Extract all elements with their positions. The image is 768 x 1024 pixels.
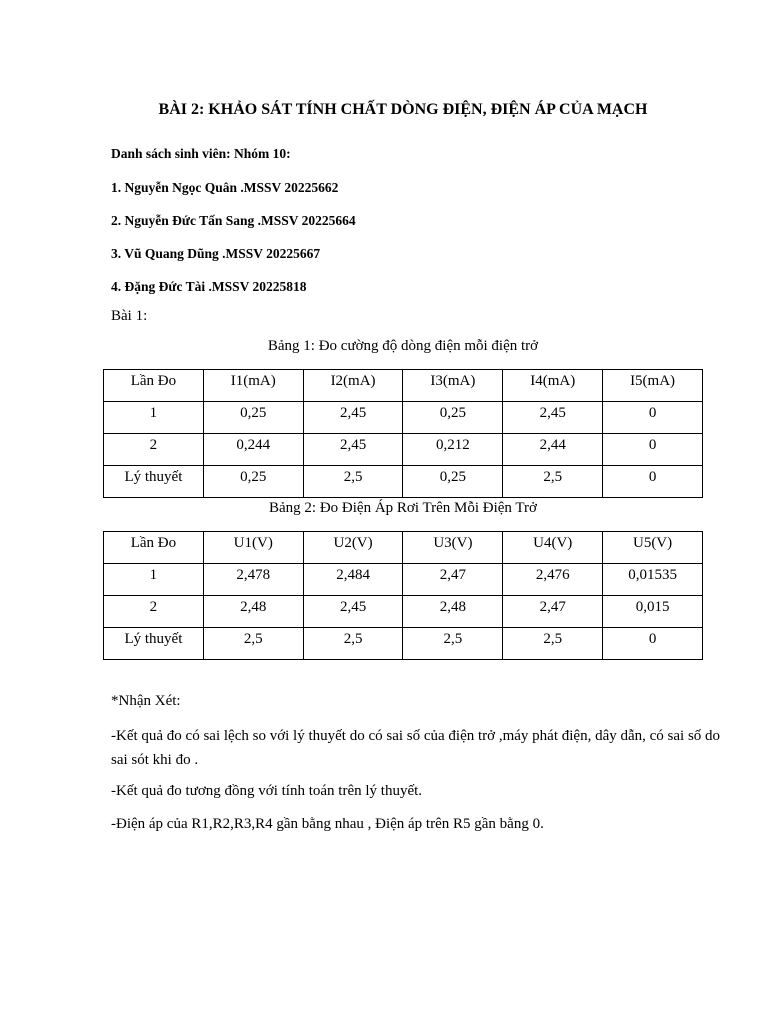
student-list-heading: Danh sách sinh viên: Nhóm 10: [111,146,291,161]
table-cell: 2,47 [403,564,503,596]
table-cell: 2,5 [503,466,603,498]
table-cell: 0 [603,628,703,660]
table-cell: 2 [104,596,204,628]
student-item-2: 2. Nguyễn Đức Tấn Sang .MSSV 20225664 [111,213,356,228]
header-cell: U2(V) [303,532,403,564]
table-cell: 0 [603,402,703,434]
remark-item-2: -Kết quả đo tương đồng với tính toán trên lý thuyết. [111,783,423,799]
header-cell: U5(V) [603,532,703,564]
table-header-row [104,532,703,564]
table-header-row [104,370,703,402]
header-cell: I4(mA) [503,370,603,402]
table-cell: 1 [104,402,204,434]
table2-caption: Bảng 2: Đo Điện Áp Rơi Trên Mỗi Điện Trở [269,500,537,516]
table-cell: 2,48 [203,596,303,628]
table-row [104,434,703,466]
table-cell: 0,25 [203,402,303,434]
table-cell: 2,476 [503,564,603,596]
header-cell: I5(mA) [603,370,703,402]
header-cell: U4(V) [503,532,603,564]
table-cell: 2,45 [303,596,403,628]
table-cell: Lý thuyết [104,466,204,498]
table-cell: 2,484 [303,564,403,596]
table-cell: 1 [104,564,204,596]
table-cell: 0,25 [403,402,503,434]
table-cell: 2,47 [503,596,603,628]
table-row [104,628,703,660]
section-heading: Bài 1: [111,308,148,324]
header-cell: I1(mA) [203,370,303,402]
table-cell: 0 [603,434,703,466]
page-title: BÀI 2: KHẢO SÁT TÍNH CHẤT DÒNG ĐIỆN, ĐIỆN ÁP CỦA MẠCH [158,101,648,118]
table-cell: 2,48 [403,596,503,628]
table-cell: 2,5 [303,466,403,498]
table-row [104,564,703,596]
table-cell: 2,44 [503,434,603,466]
table-cell: 2,45 [303,402,403,434]
table-cell: 2,5 [403,628,503,660]
remarks-heading: *Nhận Xét: [111,693,181,709]
table-current [103,369,703,498]
table-cell: 0,015 [603,596,703,628]
table-cell: 0,25 [203,466,303,498]
table-cell: 2,5 [303,628,403,660]
table-cell: 0,25 [403,466,503,498]
table-voltage [103,531,703,660]
table-cell: 0 [603,466,703,498]
header-cell: Lần Đo [104,370,204,402]
table-row [104,402,703,434]
table-row [104,596,703,628]
table-cell: 2,5 [203,628,303,660]
remark-item-1: -Kết quả đo có sai lệch so với lý thuyết do có sai số của điện trở ,máy phát điện, dây dẫn, có sai số do sai sót khi đo . [111,728,721,768]
table-cell: 0,01535 [603,564,703,596]
table-cell: 2,478 [203,564,303,596]
table-cell: 0,244 [203,434,303,466]
remark-item-3: -Điện áp của R1,R2,R3,R4 gần bằng nhau , Điện áp trên R5 gần bằng 0. [111,816,544,832]
table-cell: 2,5 [503,628,603,660]
student-item-4: 4. Đặng Đức Tài .MSSV 20225818 [111,279,307,294]
table-row [104,466,703,498]
table-cell: 2,45 [303,434,403,466]
table-cell: Lý thuyết [104,628,204,660]
table-cell: 0,212 [403,434,503,466]
header-cell: U3(V) [403,532,503,564]
header-cell: Lần Đo [104,532,204,564]
table1-caption: Bảng 1: Đo cường độ dòng điện mỗi điện trở [267,338,539,354]
header-cell: I3(mA) [403,370,503,402]
table-cell: 2,45 [503,402,603,434]
header-cell: U1(V) [203,532,303,564]
student-item-1: 1. Nguyễn Ngọc Quân .MSSV 20225662 [111,180,339,195]
header-cell: I2(mA) [303,370,403,402]
student-item-3: 3. Vũ Quang Dũng .MSSV 20225667 [111,246,321,261]
table-cell: 2 [104,434,204,466]
